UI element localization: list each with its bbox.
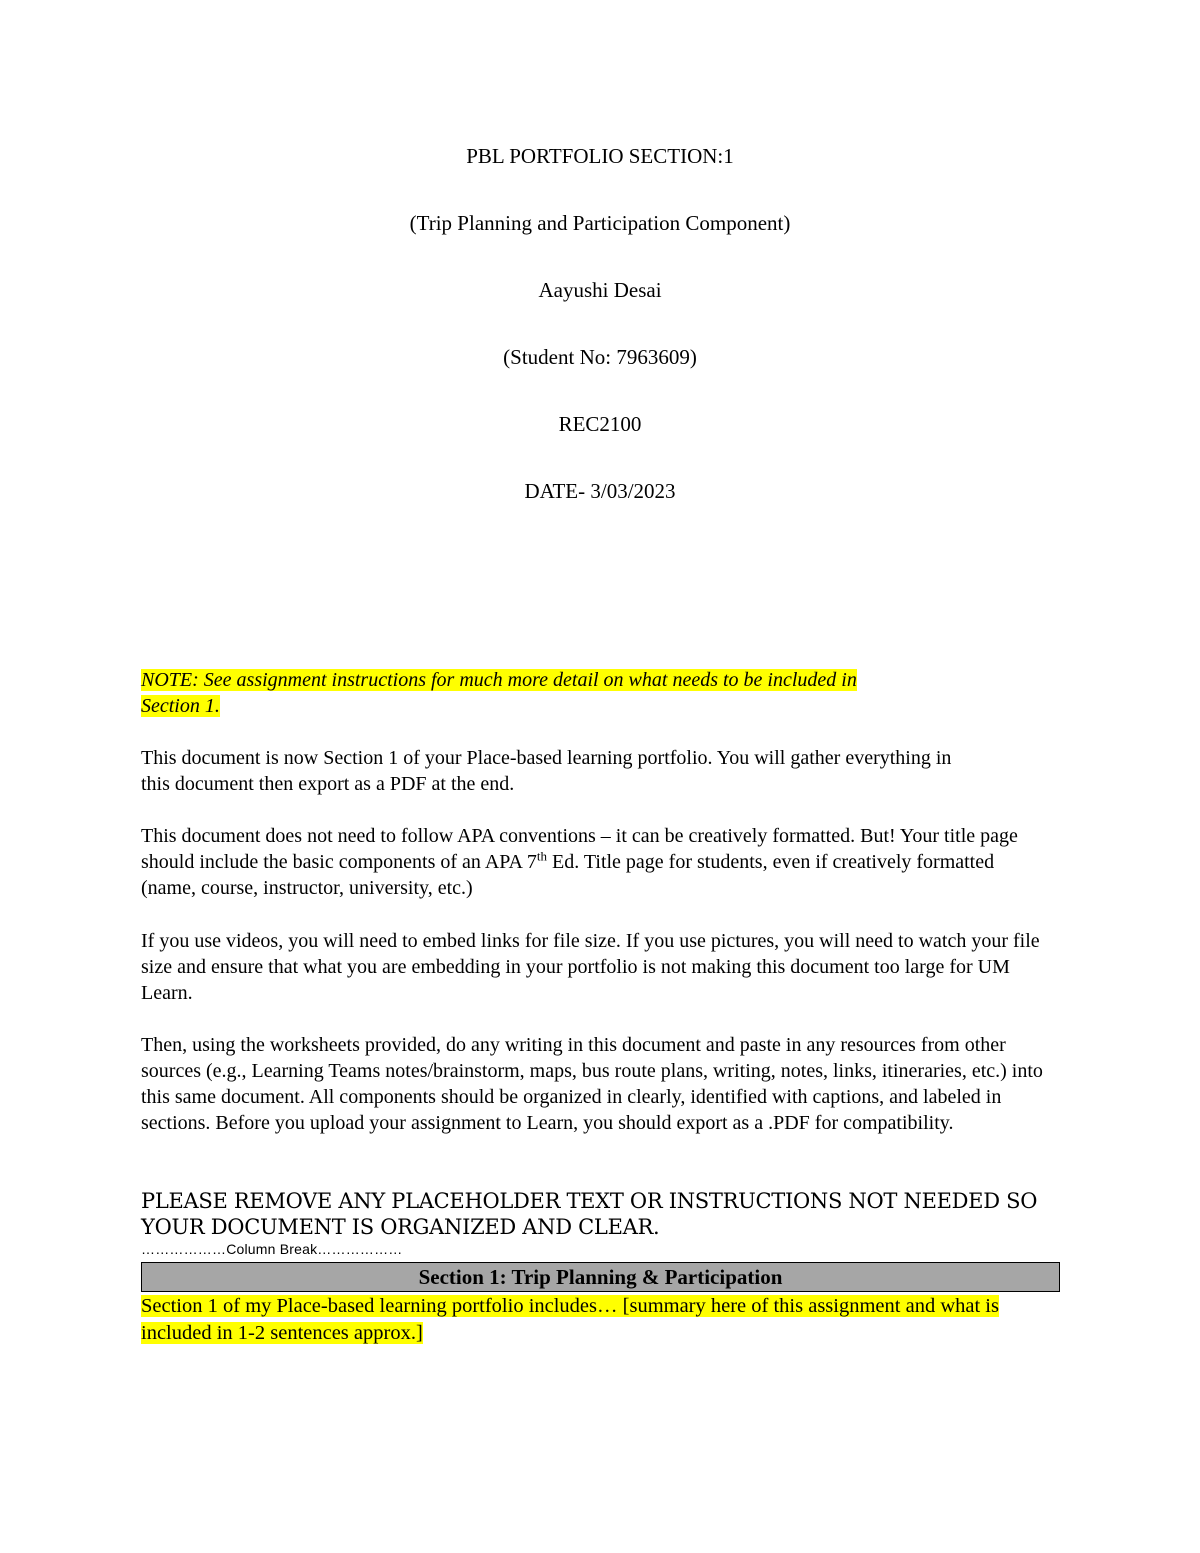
section-header-bar: Section 1: Trip Planning & Participation <box>141 1262 1060 1292</box>
summary-intro: Section 1 of my Place-based learning portfolio includes… <box>141 1295 623 1317</box>
superscript-th: th <box>536 848 548 864</box>
section-summary <box>141 1293 1066 1347</box>
note-line-1: NOTE: See assignment instructions for much more detail on what needs to be included in <box>141 669 857 691</box>
assignment-note <box>141 667 1061 719</box>
paragraph-media-size: If you use videos, you will need to embed links for file size. If you use pictures, you will need to watch your file size and ensure that what you are embedding in your portfolio is not making this document too large for UM Learn. <box>141 930 1040 1004</box>
paragraph-section-intro: This document is now Section 1 of your Place-based learning portfolio. You will gather everything in this document then export as a PDF at the end. <box>141 747 952 795</box>
paragraph-apa-conventions <box>141 823 1041 901</box>
column-break-marker: ………………Column Break……………… <box>141 1241 403 1257</box>
summary-placeholder: [summary here of this assignment and what is included in 1-2 sentences approx.] <box>141 1295 999 1344</box>
paragraph-apa-text-1: This document does not need to follow APA conventions – it can be creatively formatted. But! Your title page should include the basic components of an APA 7 <box>141 825 1018 873</box>
paragraph-worksheets: Then, using the worksheets provided, do any writing in this document and paste in any resources from other sources (e.g., Learning Teams notes/brainstorm, maps, bus route plans, writing, notes, links, itineraries, etc.) into this same document. All components should be organized in clearly, identified with captions, and labeled in sections. Before you upload your assignment to Learn, you should export as a .PDF for compatibility. <box>141 1034 1043 1134</box>
portfolio-title: PBL PORTFOLIO SECTION:1 <box>466 144 734 168</box>
component-subtitle: (Trip Planning and Participation Component) <box>409 211 791 235</box>
student-number: (Student No: 7963609) <box>503 345 697 369</box>
note-line-2: Section 1. <box>141 695 220 717</box>
paragraph-apa-text-2: Ed. Title page for students, even if creatively formatted (name, course, instructor, university, etc.) <box>141 851 995 899</box>
date-line: DATE- 3/03/2023 <box>524 479 676 503</box>
student-name: Aayushi Desai <box>538 278 662 302</box>
course-code: REC2100 <box>558 412 642 436</box>
placeholder-removal-notice: PLEASE REMOVE ANY PLACEHOLDER TEXT OR INSTRUCTIONS NOT NEEDED SO YOUR DOCUMENT IS ORGANIZED AND CLEAR. <box>141 1189 1038 1239</box>
